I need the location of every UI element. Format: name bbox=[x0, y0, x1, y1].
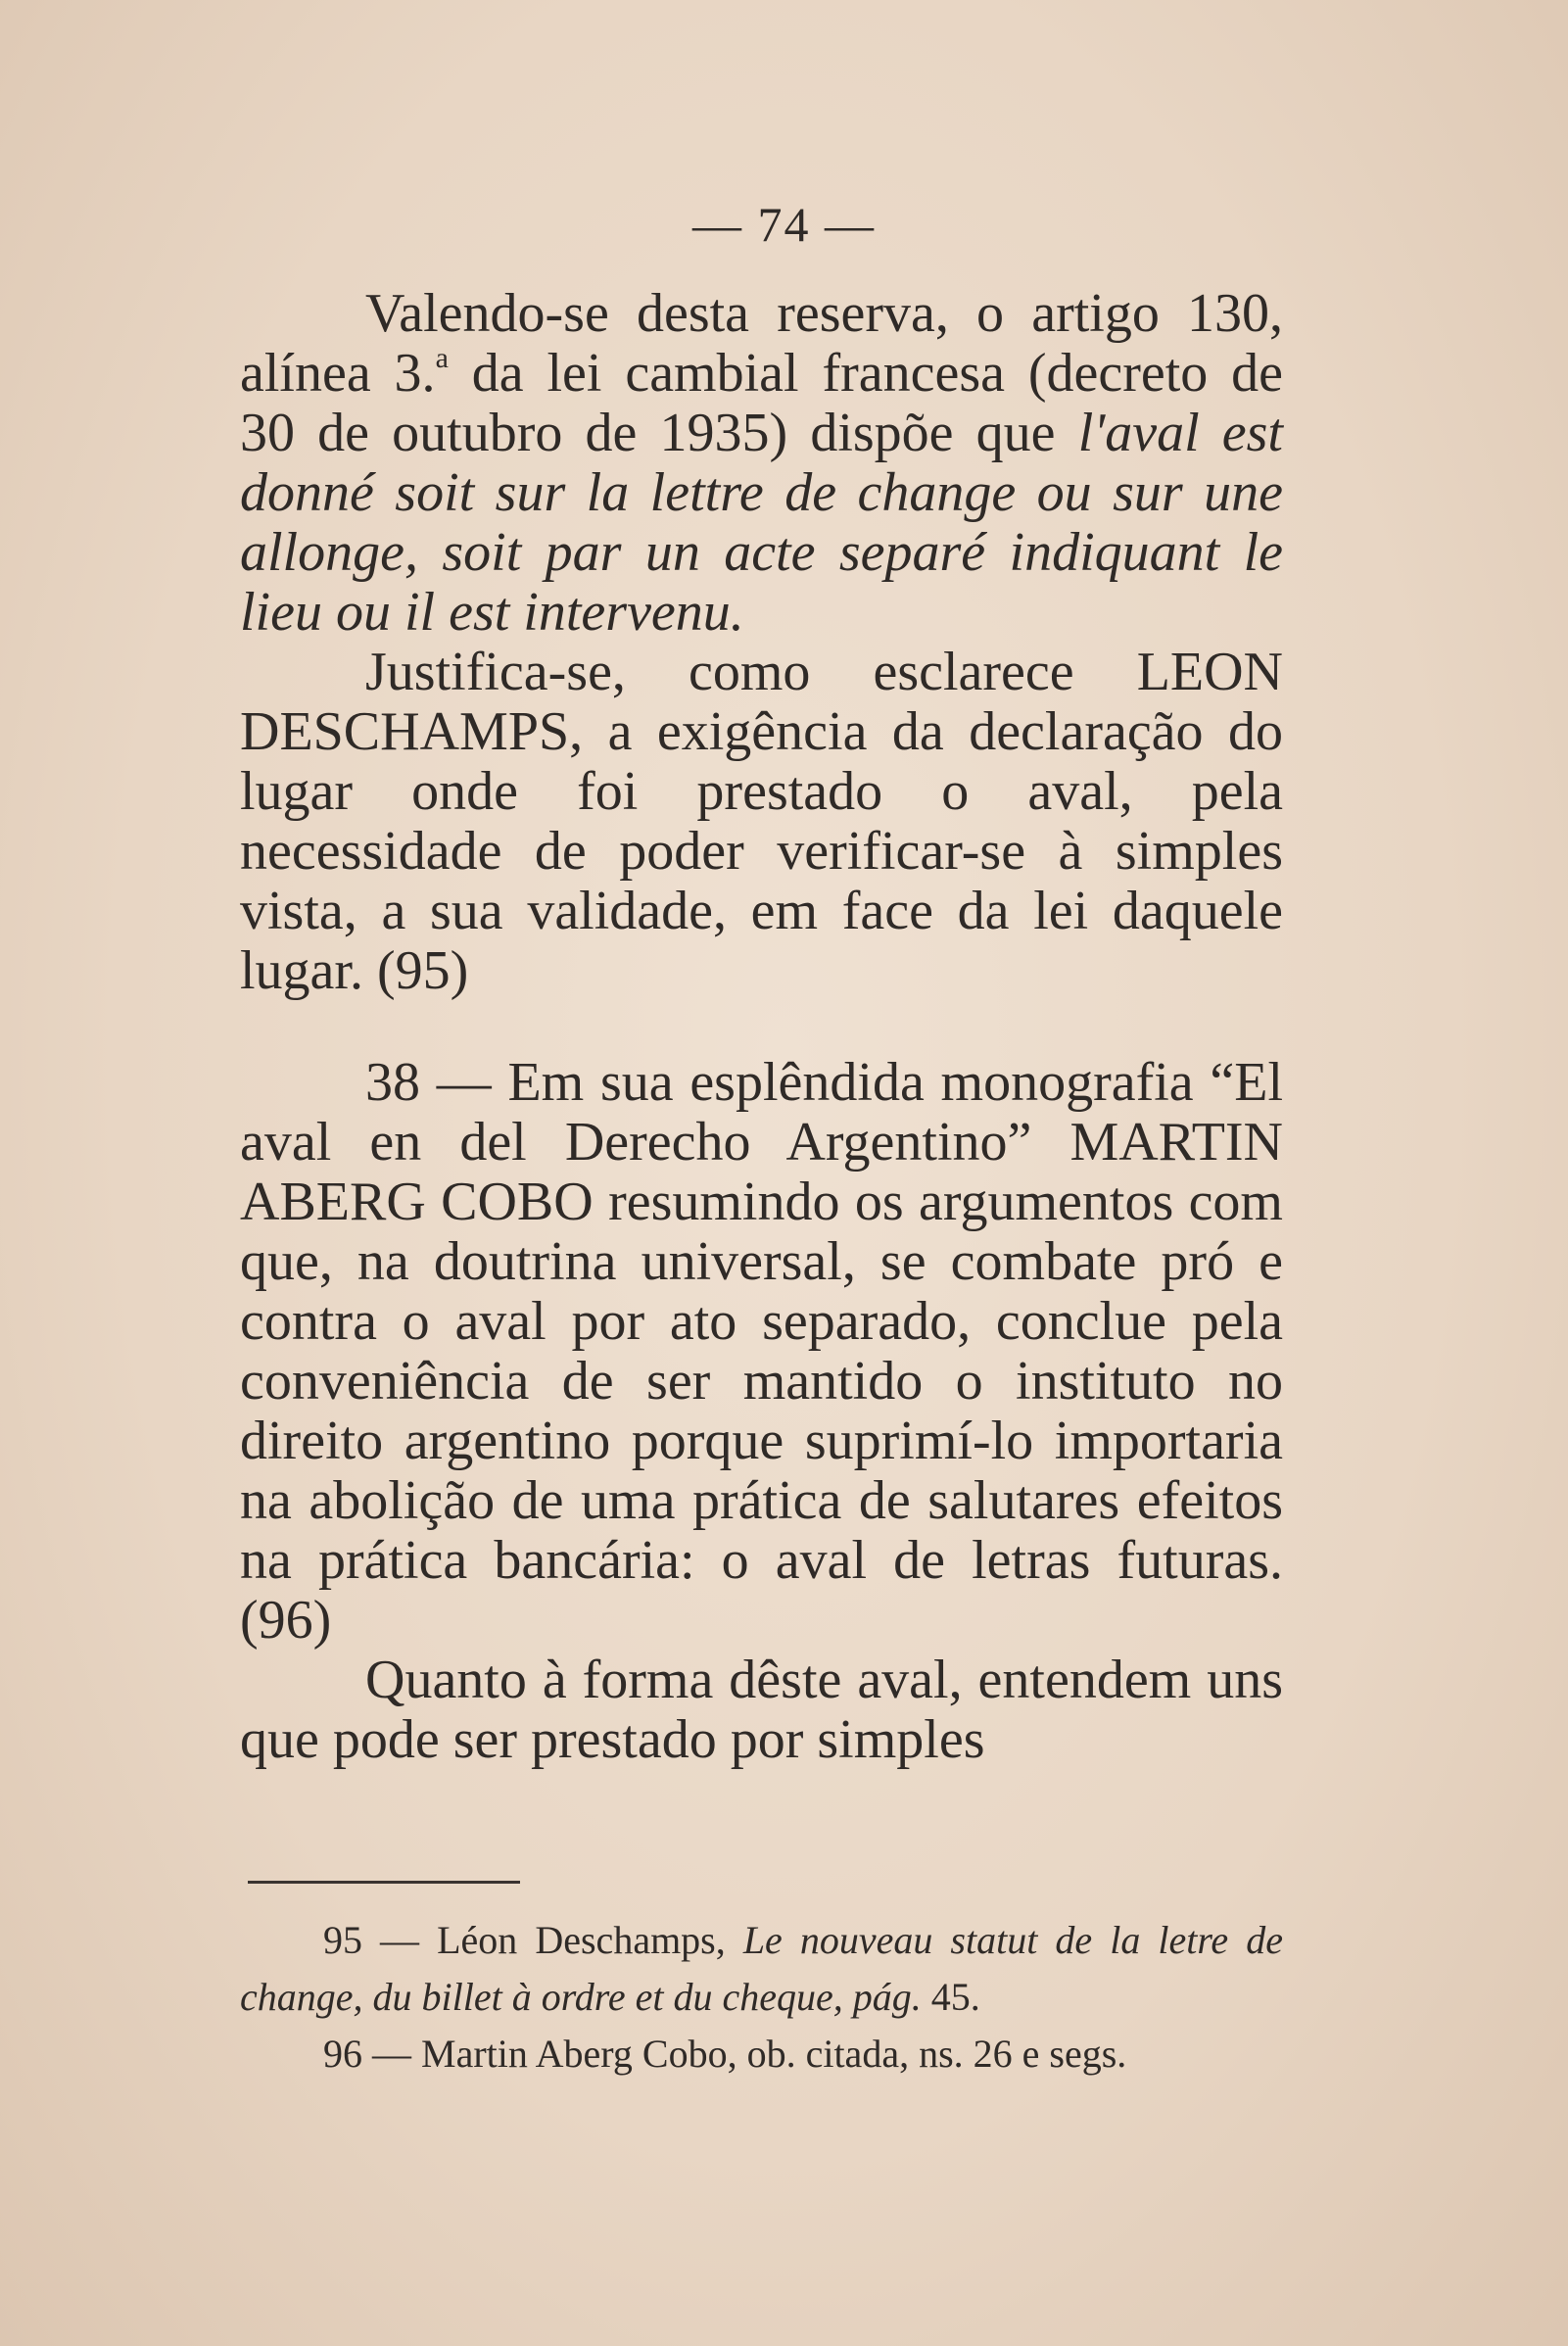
paragraph-1-text: Valendo-se desta reserva, o artigo 130, alínea 3. bbox=[240, 283, 1283, 404]
paragraph-4: Quanto à forma dêste aval, entendem uns que pode ser prestado por simples bbox=[240, 1650, 1283, 1770]
paragraph-1 bbox=[240, 284, 1283, 643]
paragraph-2: Justifica-se, como esclarece LEON DESCHAMPS, a exigência da declaração do lugar onde foi prestado o aval, pela necessidade de poder verificar-se à simples vista, a sua validade, em face da lei daquele lugar. (95) bbox=[240, 642, 1283, 1001]
footnote-divider bbox=[248, 1881, 520, 1884]
footnotes bbox=[240, 1912, 1283, 2083]
footnote-95 bbox=[240, 1912, 1283, 2026]
page-number: — 74 — bbox=[692, 197, 876, 252]
paragraph-3-section-38: 38 — Em sua esplêndida monografia “El aval en del Derecho Argentino” MARTIN ABERG COBO resumindo os argumentos com que, na doutrina universal, se combate pró e contra o aval por ato separado, conclue pela conveniência de ser mantido o instituto no direito argentino porque suprimí-lo importaria na abolição de uma prática de salutares efeitos na prática bancária: o aval de letras futuras. (96) bbox=[240, 1052, 1283, 1651]
footnote-96: 96 — Martin Aberg Cobo, ob. citada, ns. 26 e segs. bbox=[323, 2032, 1127, 2076]
footnote-95-lead: 95 — Léon Deschamps, bbox=[323, 1918, 743, 1962]
paragraph-1-text-cont: da lei cambial francesa (decreto de 30 de outubro de 1935) dispõe que bbox=[240, 343, 1283, 463]
text-block-upper bbox=[240, 284, 1283, 1001]
text-block-lower bbox=[240, 1053, 1283, 1770]
ordinal-superscript: a bbox=[435, 342, 449, 374]
footnote-95-page: 45. bbox=[921, 1975, 980, 2019]
footnote-95-title: Le nouveau statut de la letre de change, du billet à ordre et du cheque, pág. bbox=[240, 1918, 1283, 2019]
french-quotation: l'aval est donné soit sur la lettre de change ou sur une allonge, soit par un acte separé indiquant le lieu ou il est intervenu. bbox=[240, 403, 1283, 643]
